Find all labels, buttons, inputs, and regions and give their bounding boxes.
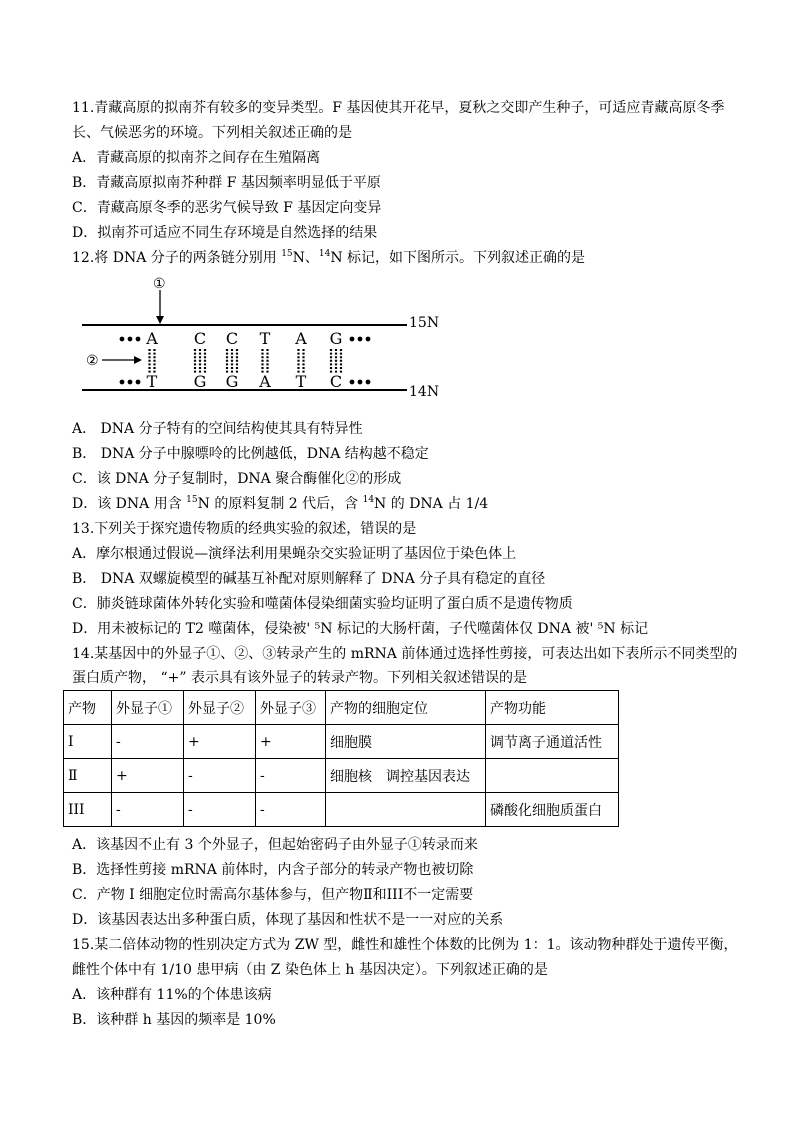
q13-option-d: D．用未被标记的 T2 噬菌体，侵染被' ⁵N 标记的大肠杆菌，子代噬菌体仅 DNA 被' ⁵N 标记 [72, 621, 649, 637]
table-cell: + [184, 725, 256, 759]
continuation-dot [136, 380, 141, 385]
marker1-arrowhead [156, 316, 164, 324]
table-cell: - [256, 793, 326, 827]
q11-stem-line1: 11.青藏高原的拟南芥有较多的变异类型。F 基因使其开花早，夏秋之交即产生种子，可适应青藏高原冬季 [72, 100, 725, 116]
table-cell: - [184, 793, 256, 827]
table-cell: 细胞核 调控基因表达 [326, 759, 486, 793]
q14-option-c: C．产物 I 细胞定位时需高尔基体参与，但产物Ⅱ和III不一定需要 [72, 887, 474, 903]
q13-option-c: C．肺炎链球菌体外转化实验和噬菌体侵染细菌实验均证明了蛋白质不是遗传物质 [72, 596, 573, 612]
table-cell: + [256, 725, 326, 759]
table-row [64, 793, 619, 827]
table-cell: - [256, 759, 326, 793]
continuation-dot [350, 337, 355, 342]
q13-option-b: B． DNA 双螺旋模型的碱基互补配对原则解释了 DNA 分子具有稳定的直径 [72, 571, 546, 587]
table-header: 外显子③ [256, 691, 326, 725]
table-cell: I [64, 725, 112, 759]
q12-option-b: B． DNA 分子中腺嘌呤的比例越低，DNA 结构越不稳定 [72, 446, 429, 462]
exon-product-table [63, 690, 619, 827]
top-base-letter: G [329, 329, 343, 348]
dna-strand-diagram [82, 272, 442, 402]
table-cell: - [184, 759, 256, 793]
q15-stem-line1: 15.某二倍体动物的性别决定方式为 ZW 型，雌性和雄性个体数的比例为 1：1。该动物种群处于遗传平衡， [72, 937, 738, 953]
table-header: 产物的细胞定位 [326, 691, 486, 725]
table-header: 产物 [64, 691, 112, 725]
bottom-base-letter: T [295, 372, 307, 391]
q14-stem-line2: 蛋白质产物， “+” 表示具有该外显子的转录产物。下列相关叙述错误的是 [72, 670, 527, 686]
continuation-dot [120, 337, 125, 342]
q11-option-d: D．拟南芥可适应不同生存环境是自然选择的结果 [72, 225, 378, 241]
continuation-dot [120, 380, 125, 385]
table-cell [326, 793, 486, 827]
marker1-label: ① [153, 276, 166, 292]
table-row [64, 759, 619, 793]
q14-option-d: D．该基因表达出多种蛋白质，体现了基因和性状不是一一对应的关系 [72, 912, 504, 928]
q11-stem-line2: 长、气候恶劣的环境。下列相关叙述正确的是 [72, 125, 352, 141]
table-cell: - [112, 793, 184, 827]
table-cell: Ⅱ [64, 759, 112, 793]
table-cell: III [64, 793, 112, 827]
q12-option-a: A． DNA 分子特有的空间结构使其具有特异性 [72, 421, 363, 437]
top-base-letter: A [295, 329, 307, 348]
table-cell: 磷酸化细胞质蛋白 [486, 793, 619, 827]
table-cell [486, 759, 619, 793]
q12-stem: 12.将 DNA 分子的两条链分别用 $^{15}$N、$^{14}$N 标记，如下图所示。下列叙述正确的是 [72, 249, 586, 266]
q15-option-b: B．该种群 h 基因的频率是 10% [72, 1012, 276, 1028]
base-letters [145, 329, 342, 391]
label-14n-bottom: 14N [409, 384, 440, 400]
table-header: 产物功能 [486, 691, 619, 725]
table-cell: 调节离子通道活性 [486, 725, 619, 759]
q13-stem: 13.下列关于探究遗传物质的经典实验的叙述，错误的是 [72, 521, 417, 537]
bottom-base-letter: G [193, 372, 207, 391]
q13-option-a: A．摩尔根通过假说—演绎法利用果蝇杂交实验证明了基因位于染色体上 [72, 546, 517, 562]
q14-option-a: A．该基因不止有 3 个外显子，但起始密码子由外显子①转录而来 [72, 837, 478, 853]
q15-option-a: A．该种群有 11%的个体患该病 [72, 987, 272, 1003]
q12-option-c: C．该 DNA 分子复制时，DNA 聚合酶催化②的形成 [72, 471, 402, 487]
top-base-letter: T [259, 329, 271, 348]
q11-option-b: B．青藏高原拟南芥种群 F 基因频率明显低于平原 [72, 175, 381, 191]
q14-stem-line1: 14.某基因中的外显子①、②、③转录产生的 mRNA 前体通过选择性剪接，可表达出如下表所示不同类型的 [72, 646, 738, 662]
continuation-dot [358, 337, 363, 342]
marker2-label: ② [86, 353, 99, 369]
top-base-letter: A [146, 329, 158, 348]
bottom-base-letter: G [225, 372, 239, 391]
continuation-dot [136, 337, 141, 342]
table-header: 外显子② [184, 691, 256, 725]
bottom-base-letter: C [329, 372, 343, 391]
table-cell: 细胞膜 [326, 725, 486, 759]
q15-stem-line2: 雌性个体中有 1/10 患甲病（由 Z 染色体上 h 基因决定）。下列叙述正确的是 [72, 962, 548, 978]
table-header: 外显子① [112, 691, 184, 725]
table-cell: - [112, 725, 184, 759]
continuation-dot [366, 380, 371, 385]
continuation-dot [128, 380, 133, 385]
q12-option-d: D．该 DNA 用含 $^{15}$N 的原料复制 2 代后，含 $^{14}$N 的 DNA 占 1/4 [72, 495, 489, 512]
label-15n-top: 15N [409, 315, 440, 331]
q11-option-a: A．青藏高原的拟南芥之间存在生殖隔离 [72, 150, 321, 166]
table-header-row [64, 691, 619, 725]
table-row [64, 725, 619, 759]
bottom-base-letter: T [146, 372, 158, 391]
continuation-dot [358, 380, 363, 385]
continuation-dot [350, 380, 355, 385]
table-cell: + [112, 759, 184, 793]
continuation-dot [366, 337, 371, 342]
top-base-letter: C [193, 329, 207, 348]
bottom-base-letter: A [259, 372, 271, 391]
top-base-letter: C [225, 329, 239, 348]
q14-option-b: B．选择性剪接 mRNA 前体时，内含子部分的转录产物也被切除 [72, 862, 474, 878]
continuation-dot [128, 337, 133, 342]
hydrogen-bonds [150, 349, 342, 373]
q11-option-c: C．青藏高原冬季的恶劣气候导致 F 基因定向变异 [72, 200, 382, 216]
marker2-arrowhead [134, 356, 142, 364]
